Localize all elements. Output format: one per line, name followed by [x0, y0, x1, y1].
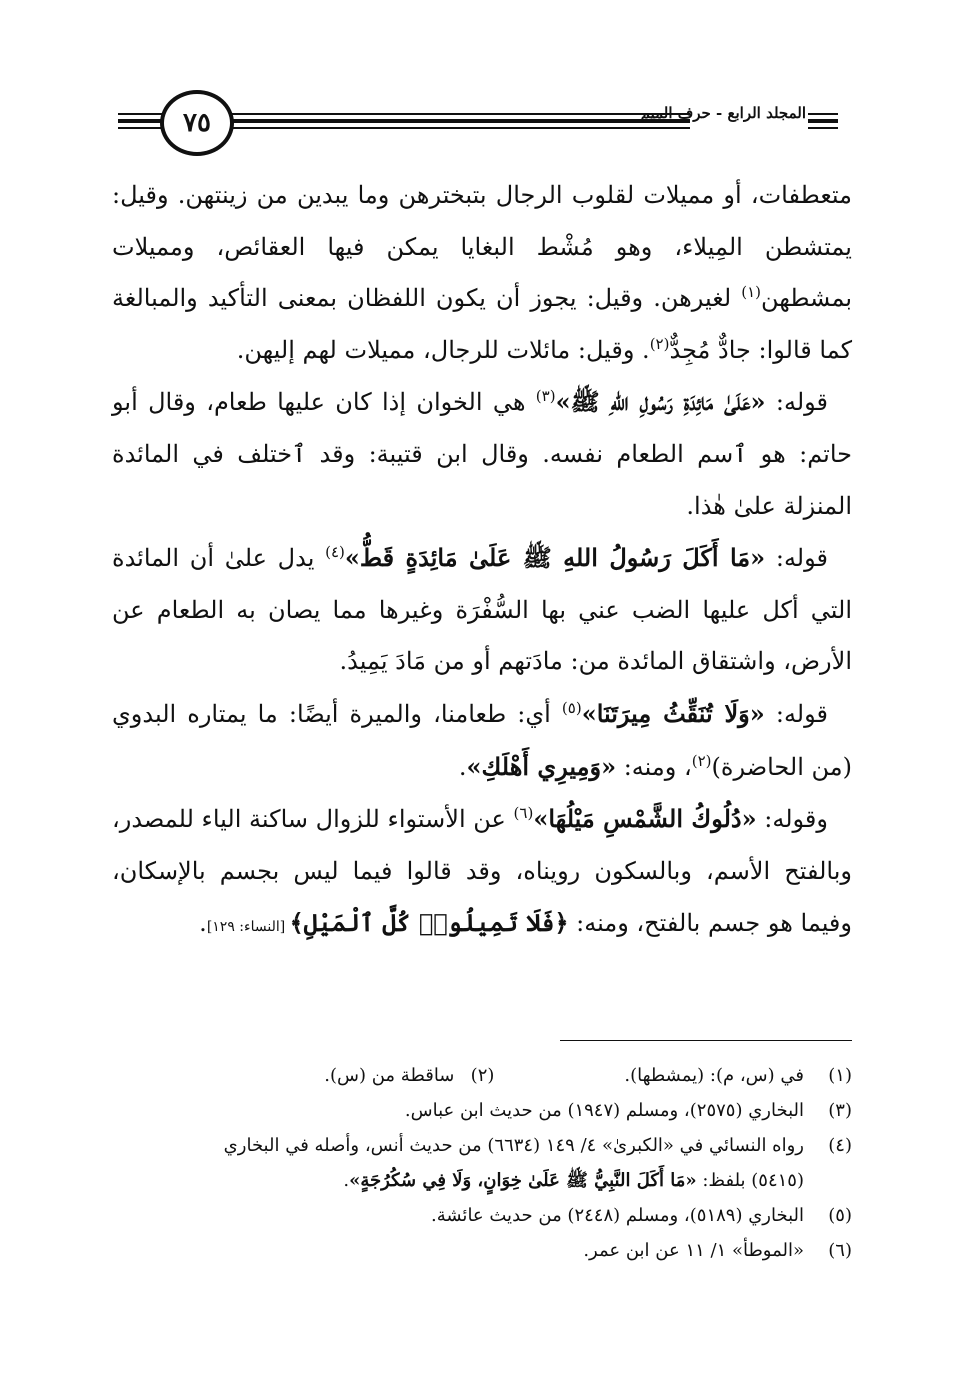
hadith-quote: «وَلَا تُنَقِّثُ مِيرَتَنَا»	[581, 698, 765, 728]
footnote-text: رواه النسائي في «الكبرىٰ» ٤/ ١٤٩ (٦٦٣٤) من حديث أنس، وأصله في البخاري	[223, 1135, 804, 1156]
verse-reference: [النساء: ١٢٩]	[206, 919, 290, 936]
text: ، ومنه:	[616, 752, 692, 781]
footnote-row	[112, 1128, 852, 1163]
text: .	[199, 909, 207, 938]
footnote-number: (٤)	[828, 1135, 852, 1156]
text: وقوله:	[756, 805, 828, 834]
text: قوله:	[764, 699, 828, 728]
paragraph	[112, 376, 852, 532]
footnote-ref: (٣)	[535, 387, 556, 406]
footnote-text: ساقطة من (س).	[324, 1065, 455, 1086]
paragraph	[112, 532, 852, 688]
quran-verse: ﴿فَلَا تَمِيلُوا۟ كُلَّ ٱلْمَيْلِ﴾	[289, 908, 569, 938]
header-rule	[230, 127, 690, 129]
footnote-ref: (١)	[741, 283, 762, 302]
text: عن الأستواء للزوال ساكنة الياء للمصدر، وبالفتح الأسم، وبالسكون رويناه، وقد قالوا فيما ليس بجسم بالإسكان، وفيما هو جسم بالفتح، ومنه:	[112, 805, 852, 938]
footnote-ref: (٦)	[513, 804, 534, 823]
header-rule	[230, 119, 690, 123]
footnote-separator	[560, 1040, 852, 1041]
text: قوله:	[765, 388, 829, 417]
page-header	[118, 86, 838, 166]
footnote-text: .	[343, 1170, 350, 1191]
footnote-inline	[324, 1058, 494, 1093]
hadith-quote: «مَا أَكَلَ رَسُولُ اللهِ ﷺ عَلَىٰ مَائِدَةٍ قَطُّ»	[344, 543, 766, 573]
hadith-quote: «دُلُوكُ الشَّمْسِ مَيْلُهَا»	[533, 804, 757, 834]
paragraph	[112, 170, 852, 376]
hadith-quote: «عَلَىٰ مَائِدَةِ رَسُولِ اللهِ ﷺ»	[555, 387, 766, 417]
hadith-quote: «وَمِيرِي أَهْلَكِ»	[466, 751, 617, 781]
text: . وقيل: مائلات للرجال، مميلات لهم إليهن.	[236, 335, 650, 364]
footnote-ref: (٢)	[691, 751, 712, 770]
footnotes	[112, 1058, 852, 1268]
text: متعطفات، أو مميلات لقلوب الرجال بتبخترهن وما يبدين من زينتهن. وقيل: يمتشطن المِيلاء، وهو مُشْط البغايا يمكن فيها العقائص، ومميلات بمشطهن	[112, 181, 852, 313]
page-number: ٧٥	[183, 108, 211, 138]
header-rule	[230, 113, 690, 115]
paragraph	[112, 688, 852, 793]
footnote-text: البخاري (٢٥٧٥)، ومسلم (١٩٤٧) من حديث ابن عباس.	[404, 1100, 804, 1121]
footnote-text: البخاري (٥١٨٩)، ومسلم (٢٤٤٨) من حديث عائشة.	[431, 1205, 804, 1226]
footnote-row	[112, 1093, 852, 1128]
text: .	[458, 752, 467, 781]
header-rule	[808, 127, 838, 129]
footnote-ref: (٥)	[561, 698, 582, 717]
footnote-text: «الموطأ» ١/ ١١ عن ابن عمر.	[583, 1240, 804, 1261]
page-number-badge	[160, 90, 234, 156]
footnote-number: (١)	[828, 1065, 852, 1086]
footnote-number: (٣)	[828, 1100, 852, 1121]
footnote-row	[112, 1058, 852, 1093]
main-text	[112, 170, 852, 954]
running-title: المجلد الرابع - حرف الميم	[640, 104, 806, 122]
text: هي الخوان إذا كان عليها طعام، وقال أبو حاتم: هو ٱسم الطعام نفسه. وقال ابن قتيبة: وقد ٱختلف في المائدة المنزلة علىٰ هٰذا.	[112, 388, 852, 520]
text: يدل علىٰ أن المائدة التي أكل عليها الضب عني بها السُّفْرَة وغيرها مما يصان به الطعام عن الأرض، واشتقاق المائدة من: مادَتهم أو من مَادَ يَمِيدُ.	[112, 544, 852, 676]
footnote-number: (٥)	[828, 1205, 852, 1226]
header-rule	[808, 119, 838, 123]
footnote-text: (٥٤١٥) بلفظ:	[696, 1170, 804, 1191]
paragraph	[112, 793, 852, 954]
text: أي: طعامنا، والميرة أيضًا: ما يمتاره البدوي (من الحاضرة)	[112, 699, 852, 781]
footnote-row	[112, 1198, 852, 1233]
footnote-number: (٢)	[470, 1065, 495, 1086]
text: لغيرهن. وقيل: يجوز أن يكون اللفظان بمعنى التأكيد والمبالغة كما قالوا: جادٌّ مُجِدٌّ	[112, 284, 852, 364]
footnote-ref: (٤)	[325, 543, 345, 562]
footnote-ref: (٢)	[649, 334, 670, 353]
footnote-continuation	[112, 1163, 852, 1198]
header-rule	[808, 113, 838, 115]
footnote-row	[112, 1233, 852, 1268]
footnote-number: (٦)	[828, 1240, 852, 1261]
text: قوله:	[765, 544, 828, 573]
hadith-quote: «مَا أَكَلَ النَّبِيُّ ﷺ عَلَىٰ خِوَانٍ، وَلَا فِي سُكُرُجَةٍ»	[349, 1170, 697, 1191]
footnote-text: في (س، م): (يمشطها).	[624, 1065, 804, 1086]
